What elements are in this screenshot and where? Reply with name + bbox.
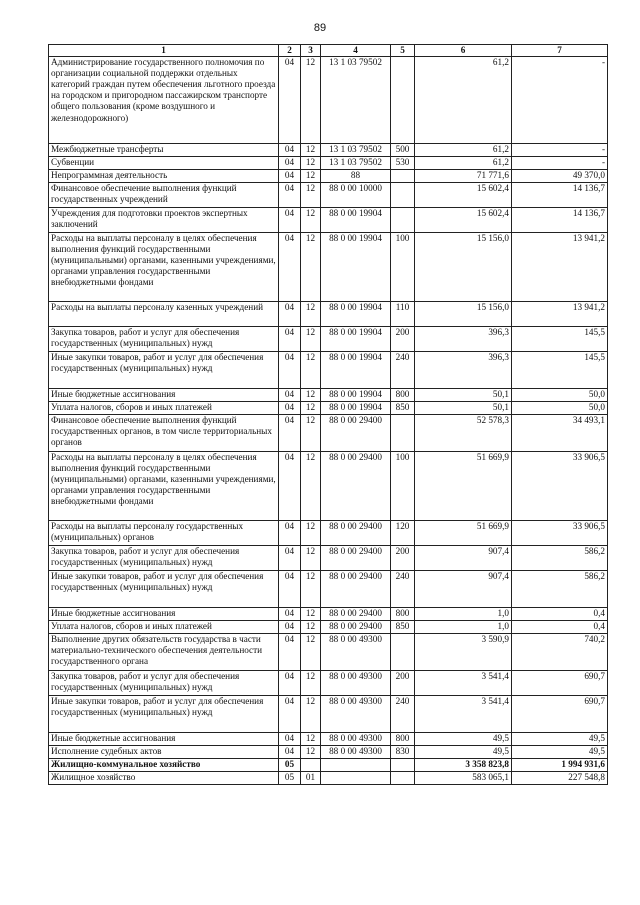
row-target-article: 88 0 00 49300 bbox=[321, 696, 391, 733]
row-subsection: 12 bbox=[301, 571, 321, 608]
row-target-article: 88 0 00 19904 bbox=[321, 302, 391, 327]
row-name: Жилищное хозяйство bbox=[49, 772, 279, 785]
row-section: 04 bbox=[279, 733, 301, 746]
row-value-6: 15 602,4 bbox=[415, 208, 512, 233]
row-name: Иные бюджетные ассигнования bbox=[49, 608, 279, 621]
row-name: Закупка товаров, работ и услуг для обеспечения государственных (муниципальных) нужд bbox=[49, 671, 279, 696]
row-target-article: 88 0 00 10000 bbox=[321, 183, 391, 208]
row-value-6: 49,5 bbox=[415, 746, 512, 759]
table-row bbox=[49, 402, 608, 415]
row-expense-type bbox=[391, 634, 415, 671]
row-expense-type: 100 bbox=[391, 452, 415, 521]
row-section: 04 bbox=[279, 621, 301, 634]
row-expense-type: 530 bbox=[391, 157, 415, 170]
row-subsection: 12 bbox=[301, 144, 321, 157]
row-subsection: 12 bbox=[301, 546, 321, 571]
table-row bbox=[49, 621, 608, 634]
row-section: 04 bbox=[279, 157, 301, 170]
row-subsection: 12 bbox=[301, 157, 321, 170]
row-expense-type: 240 bbox=[391, 696, 415, 733]
row-section: 05 bbox=[279, 772, 301, 785]
row-value-7: 740,2 bbox=[512, 634, 608, 671]
row-name: Расходы на выплаты персоналу в целях обеспечения выполнения функций государственными (муниципальными) органами, казенными учреждениями, органами управления государственными внебюджетными фондами bbox=[49, 452, 279, 521]
row-section: 04 bbox=[279, 402, 301, 415]
row-name: Иные закупки товаров, работ и услуг для обеспечения государственных (муниципальных) нужд bbox=[49, 696, 279, 733]
row-subsection: 12 bbox=[301, 302, 321, 327]
row-section: 04 bbox=[279, 671, 301, 696]
row-target-article: 88 0 00 29400 bbox=[321, 608, 391, 621]
column-header: 5 bbox=[391, 45, 415, 57]
row-expense-type: 200 bbox=[391, 546, 415, 571]
row-value-6: 583 065,1 bbox=[415, 772, 512, 785]
row-target-article: 88 0 00 49300 bbox=[321, 733, 391, 746]
table-row bbox=[49, 327, 608, 352]
row-subsection: 12 bbox=[301, 389, 321, 402]
table-row bbox=[49, 634, 608, 671]
row-subsection: 12 bbox=[301, 57, 321, 144]
row-value-6: 907,4 bbox=[415, 571, 512, 608]
row-value-7: 586,2 bbox=[512, 546, 608, 571]
row-value-7: - bbox=[512, 144, 608, 157]
table-row bbox=[49, 521, 608, 546]
row-value-7: 227 548,8 bbox=[512, 772, 608, 785]
row-name: Субвенции bbox=[49, 157, 279, 170]
row-value-7: 13 941,2 bbox=[512, 302, 608, 327]
header-row bbox=[49, 45, 608, 57]
row-expense-type: 850 bbox=[391, 621, 415, 634]
table-row bbox=[49, 746, 608, 759]
row-name: Жилищно-коммунальное хозяйство bbox=[49, 759, 279, 772]
row-value-6: 50,1 bbox=[415, 389, 512, 402]
row-expense-type: 800 bbox=[391, 389, 415, 402]
row-value-7: 49 370,0 bbox=[512, 170, 608, 183]
row-subsection: 12 bbox=[301, 733, 321, 746]
row-name: Расходы на выплаты персоналу государственных (муниципальных) органов bbox=[49, 521, 279, 546]
row-section: 04 bbox=[279, 452, 301, 521]
row-value-6: 3 590,9 bbox=[415, 634, 512, 671]
row-name: Закупка товаров, работ и услуг для обеспечения государственных (муниципальных) нужд bbox=[49, 327, 279, 352]
table-row bbox=[49, 183, 608, 208]
table-row bbox=[49, 772, 608, 785]
row-name: Иные бюджетные ассигнования bbox=[49, 389, 279, 402]
row-name: Исполнение судебных актов bbox=[49, 746, 279, 759]
row-subsection: 12 bbox=[301, 621, 321, 634]
row-section: 04 bbox=[279, 144, 301, 157]
table-row bbox=[49, 144, 608, 157]
row-subsection: 12 bbox=[301, 746, 321, 759]
row-subsection: 12 bbox=[301, 415, 321, 452]
row-target-article: 88 0 00 49300 bbox=[321, 746, 391, 759]
row-value-7: 145,5 bbox=[512, 327, 608, 352]
row-section: 04 bbox=[279, 608, 301, 621]
row-value-6: 396,3 bbox=[415, 327, 512, 352]
row-target-article: 88 0 00 29400 bbox=[321, 546, 391, 571]
row-name: Непрограммная деятельность bbox=[49, 170, 279, 183]
row-target-article: 88 0 00 29400 bbox=[321, 415, 391, 452]
row-value-6: 51 669,9 bbox=[415, 521, 512, 546]
row-value-6: 3 541,4 bbox=[415, 696, 512, 733]
row-target-article: 88 0 00 19904 bbox=[321, 208, 391, 233]
row-value-6: 51 669,9 bbox=[415, 452, 512, 521]
column-header: 3 bbox=[301, 45, 321, 57]
row-section: 04 bbox=[279, 183, 301, 208]
row-value-6: 3 358 823,8 bbox=[415, 759, 512, 772]
row-name: Межбюджетные трансферты bbox=[49, 144, 279, 157]
row-section: 04 bbox=[279, 415, 301, 452]
column-header: 7 bbox=[512, 45, 608, 57]
column-header: 1 bbox=[49, 45, 279, 57]
row-value-6: 1,0 bbox=[415, 608, 512, 621]
row-expense-type bbox=[391, 759, 415, 772]
row-name: Финансовое обеспечение выполнения функций государственных учреждений bbox=[49, 183, 279, 208]
row-target-article: 88 0 00 29400 bbox=[321, 452, 391, 521]
row-target-article: 88 0 00 19904 bbox=[321, 352, 391, 389]
row-value-7: - bbox=[512, 57, 608, 144]
table-row bbox=[49, 157, 608, 170]
row-section: 04 bbox=[279, 233, 301, 302]
row-section: 04 bbox=[279, 352, 301, 389]
row-subsection: 12 bbox=[301, 452, 321, 521]
row-section: 04 bbox=[279, 634, 301, 671]
row-value-7: 145,5 bbox=[512, 352, 608, 389]
row-name: Иные закупки товаров, работ и услуг для обеспечения государственных (муниципальных) нужд bbox=[49, 571, 279, 608]
row-value-7: - bbox=[512, 157, 608, 170]
row-section: 04 bbox=[279, 170, 301, 183]
row-value-7: 50,0 bbox=[512, 402, 608, 415]
row-section: 04 bbox=[279, 302, 301, 327]
row-target-article: 13 1 03 79502 bbox=[321, 57, 391, 144]
row-name: Иные бюджетные ассигнования bbox=[49, 733, 279, 746]
row-value-7: 13 941,2 bbox=[512, 233, 608, 302]
row-target-article: 13 1 03 79502 bbox=[321, 144, 391, 157]
row-expense-type: 120 bbox=[391, 521, 415, 546]
row-target-article: 13 1 03 79502 bbox=[321, 157, 391, 170]
row-name: Иные закупки товаров, работ и услуг для обеспечения государственных (муниципальных) нужд bbox=[49, 352, 279, 389]
row-expense-type: 830 bbox=[391, 746, 415, 759]
row-value-7: 33 906,5 bbox=[512, 452, 608, 521]
row-value-6: 61,2 bbox=[415, 157, 512, 170]
row-name: Уплата налогов, сборов и иных платежей bbox=[49, 402, 279, 415]
row-subsection: 12 bbox=[301, 521, 321, 546]
row-name: Уплата налогов, сборов и иных платежей bbox=[49, 621, 279, 634]
row-value-6: 50,1 bbox=[415, 402, 512, 415]
row-section: 04 bbox=[279, 327, 301, 352]
row-expense-type: 500 bbox=[391, 144, 415, 157]
row-value-6: 52 578,3 bbox=[415, 415, 512, 452]
row-value-7: 690,7 bbox=[512, 696, 608, 733]
row-expense-type bbox=[391, 170, 415, 183]
row-section: 04 bbox=[279, 208, 301, 233]
row-value-7: 690,7 bbox=[512, 671, 608, 696]
row-target-article: 88 0 00 29400 bbox=[321, 521, 391, 546]
column-header: 4 bbox=[321, 45, 391, 57]
row-value-7: 0,4 bbox=[512, 621, 608, 634]
row-value-6: 15 602,4 bbox=[415, 183, 512, 208]
row-subsection: 12 bbox=[301, 402, 321, 415]
row-value-7: 50,0 bbox=[512, 389, 608, 402]
row-subsection: 12 bbox=[301, 696, 321, 733]
row-value-7: 0,4 bbox=[512, 608, 608, 621]
row-section: 04 bbox=[279, 696, 301, 733]
row-section: 04 bbox=[279, 571, 301, 608]
row-value-7: 34 493,1 bbox=[512, 415, 608, 452]
row-target-article bbox=[321, 759, 391, 772]
row-expense-type: 800 bbox=[391, 733, 415, 746]
row-value-6: 1,0 bbox=[415, 621, 512, 634]
row-target-article: 88 0 00 29400 bbox=[321, 621, 391, 634]
row-subsection bbox=[301, 759, 321, 772]
row-expense-type: 850 bbox=[391, 402, 415, 415]
table-row bbox=[49, 759, 608, 772]
row-subsection: 12 bbox=[301, 352, 321, 389]
row-target-article: 88 0 00 19904 bbox=[321, 389, 391, 402]
row-target-article: 88 0 00 49300 bbox=[321, 634, 391, 671]
row-value-6: 3 541,4 bbox=[415, 671, 512, 696]
table-row bbox=[49, 57, 608, 144]
row-value-7: 14 136,7 bbox=[512, 183, 608, 208]
row-name: Расходы на выплаты персоналу казенных учреждений bbox=[49, 302, 279, 327]
row-expense-type: 200 bbox=[391, 671, 415, 696]
row-expense-type: 200 bbox=[391, 327, 415, 352]
table-row bbox=[49, 733, 608, 746]
row-name: Закупка товаров, работ и услуг для обеспечения государственных (муниципальных) нужд bbox=[49, 546, 279, 571]
row-subsection: 12 bbox=[301, 183, 321, 208]
row-expense-type: 240 bbox=[391, 571, 415, 608]
table-row bbox=[49, 302, 608, 327]
row-target-article: 88 0 00 19904 bbox=[321, 233, 391, 302]
row-value-7: 33 906,5 bbox=[512, 521, 608, 546]
row-subsection: 12 bbox=[301, 233, 321, 302]
table-row bbox=[49, 696, 608, 733]
row-value-7: 586,2 bbox=[512, 571, 608, 608]
row-section: 04 bbox=[279, 521, 301, 546]
table-row bbox=[49, 415, 608, 452]
table-row bbox=[49, 571, 608, 608]
row-target-article bbox=[321, 772, 391, 785]
row-value-7: 1 994 931,6 bbox=[512, 759, 608, 772]
row-subsection: 12 bbox=[301, 170, 321, 183]
row-subsection: 12 bbox=[301, 608, 321, 621]
row-value-6: 71 771,6 bbox=[415, 170, 512, 183]
row-expense-type: 240 bbox=[391, 352, 415, 389]
row-name: Выполнение других обязательств государства в части материально-технического обеспечения деятельности государственного органа bbox=[49, 634, 279, 671]
column-header: 2 bbox=[279, 45, 301, 57]
row-name: Расходы на выплаты персоналу в целях обеспечения выполнения функций государственными (муниципальными) органами, казенными учреждениями, органами управления государственными внебюджетными фондами bbox=[49, 233, 279, 302]
table-row bbox=[49, 208, 608, 233]
table-row bbox=[49, 608, 608, 621]
row-name: Администрирование государственного полномочия по организации социальной поддержки отдельных категорий граждан путем обеспечения льготного проезда на городском и пригородном пассажирском транспорте общего пользования (кроме воздушного и железнодорожного) bbox=[49, 57, 279, 144]
row-target-article: 88 0 00 49300 bbox=[321, 671, 391, 696]
budget-table bbox=[48, 44, 608, 785]
row-subsection: 12 bbox=[301, 208, 321, 233]
row-expense-type bbox=[391, 57, 415, 144]
row-value-6: 61,2 bbox=[415, 144, 512, 157]
table-row bbox=[49, 352, 608, 389]
page-number: 89 bbox=[313, 22, 327, 34]
row-value-7: 14 136,7 bbox=[512, 208, 608, 233]
column-header: 6 bbox=[415, 45, 512, 57]
table-row bbox=[49, 452, 608, 521]
row-value-7: 49,5 bbox=[512, 746, 608, 759]
table-row bbox=[49, 233, 608, 302]
table-row bbox=[49, 671, 608, 696]
row-expense-type: 800 bbox=[391, 608, 415, 621]
row-section: 04 bbox=[279, 546, 301, 571]
row-value-6: 49,5 bbox=[415, 733, 512, 746]
row-expense-type: 110 bbox=[391, 302, 415, 327]
table-row bbox=[49, 546, 608, 571]
row-subsection: 12 bbox=[301, 671, 321, 696]
row-subsection: 01 bbox=[301, 772, 321, 785]
row-expense-type bbox=[391, 183, 415, 208]
row-section: 05 bbox=[279, 759, 301, 772]
row-expense-type bbox=[391, 208, 415, 233]
table-row bbox=[49, 389, 608, 402]
row-subsection: 12 bbox=[301, 327, 321, 352]
row-section: 04 bbox=[279, 57, 301, 144]
row-expense-type bbox=[391, 415, 415, 452]
row-expense-type bbox=[391, 772, 415, 785]
row-name: Учреждения для подготовки проектов экспертных заключений bbox=[49, 208, 279, 233]
row-target-article: 88 bbox=[321, 170, 391, 183]
row-target-article: 88 0 00 19904 bbox=[321, 327, 391, 352]
row-section: 04 bbox=[279, 746, 301, 759]
row-target-article: 88 0 00 29400 bbox=[321, 571, 391, 608]
row-section: 04 bbox=[279, 389, 301, 402]
table-row bbox=[49, 170, 608, 183]
row-value-6: 15 156,0 bbox=[415, 233, 512, 302]
row-value-7: 49,5 bbox=[512, 733, 608, 746]
row-subsection: 12 bbox=[301, 634, 321, 671]
row-expense-type: 100 bbox=[391, 233, 415, 302]
row-value-6: 15 156,0 bbox=[415, 302, 512, 327]
row-name: Финансовое обеспечение выполнения функций государственных органов, в том числе территориальных органов bbox=[49, 415, 279, 452]
row-value-6: 907,4 bbox=[415, 546, 512, 571]
row-target-article: 88 0 00 19904 bbox=[321, 402, 391, 415]
row-value-6: 61,2 bbox=[415, 57, 512, 144]
row-value-6: 396,3 bbox=[415, 352, 512, 389]
